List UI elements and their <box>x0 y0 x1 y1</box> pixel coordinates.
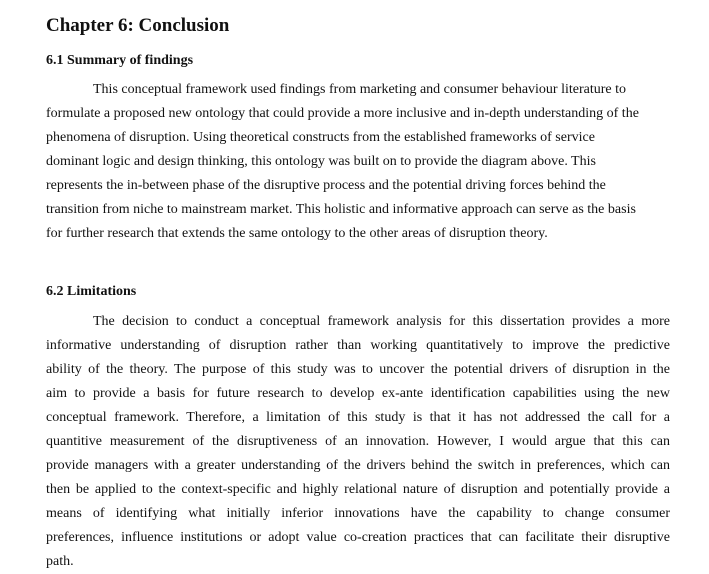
chapter-title: Chapter 6: Conclusion <box>46 15 230 36</box>
paragraph-line: transition from niche to mainstream market. This holistic and informative approach can serve as the basis <box>46 202 636 217</box>
paragraph-line: conceptual framework. Therefore, a limitation of this study is that it has not addressed the call for a <box>46 410 670 425</box>
paragraph-line: path. <box>46 554 74 569</box>
paragraph-line: ability of the theory. The purpose of this study was to uncover the potential drivers of disruption in the <box>46 362 670 377</box>
paragraph-line: phenomena of disruption. Using theoretical constructs from the established frameworks of service <box>46 130 595 145</box>
paragraph-line: informative understanding of disruption rather than working quantitatively to improve the predictive <box>46 338 670 353</box>
paragraph-line: The decision to conduct a conceptual framework analysis for this dissertation provides a more <box>93 314 670 329</box>
limitations-paragraph <box>46 310 670 574</box>
paragraph-line: This conceptual framework used findings from marketing and consumer behaviour literature to <box>93 82 626 97</box>
section-heading-limitations: 6.2 Limitations <box>46 284 137 299</box>
section-heading-summary: 6.1 Summary of findings <box>46 53 194 68</box>
paragraph-line: provide managers with a greater understanding of the drivers behind the switch in preferences, which can <box>46 458 670 473</box>
paragraph-line: represents the in-between phase of the disruptive process and the potential driving forces behind the <box>46 178 606 193</box>
paragraph-line: preferences, influence institutions or adopt value co-creation practices that can facilitate their disruptive <box>46 530 670 545</box>
paragraph-line: formulate a proposed new ontology that could provide a more inclusive and in-depth understanding of the <box>46 106 639 121</box>
paragraph-line: means of identifying what initially inferior innovations have the capability to change consumer <box>46 506 670 521</box>
paragraph-line: quantitive measurement of the disruptiveness of an innovation. However, I would argue that this can <box>46 434 670 449</box>
paragraph-line: dominant logic and design thinking, this ontology was built on to provide the diagram above. This <box>46 154 596 169</box>
summary-paragraph <box>46 78 670 246</box>
paragraph-line: then be applied to the context-specific and highly relational nature of disruption and potentially provide a <box>46 482 670 497</box>
paragraph-line: aim to provide a basis for future research to develop ex-ante identification capabilities using the new <box>46 386 670 401</box>
paragraph-line: for further research that extends the same ontology to the other areas of disruption theory. <box>46 226 548 241</box>
